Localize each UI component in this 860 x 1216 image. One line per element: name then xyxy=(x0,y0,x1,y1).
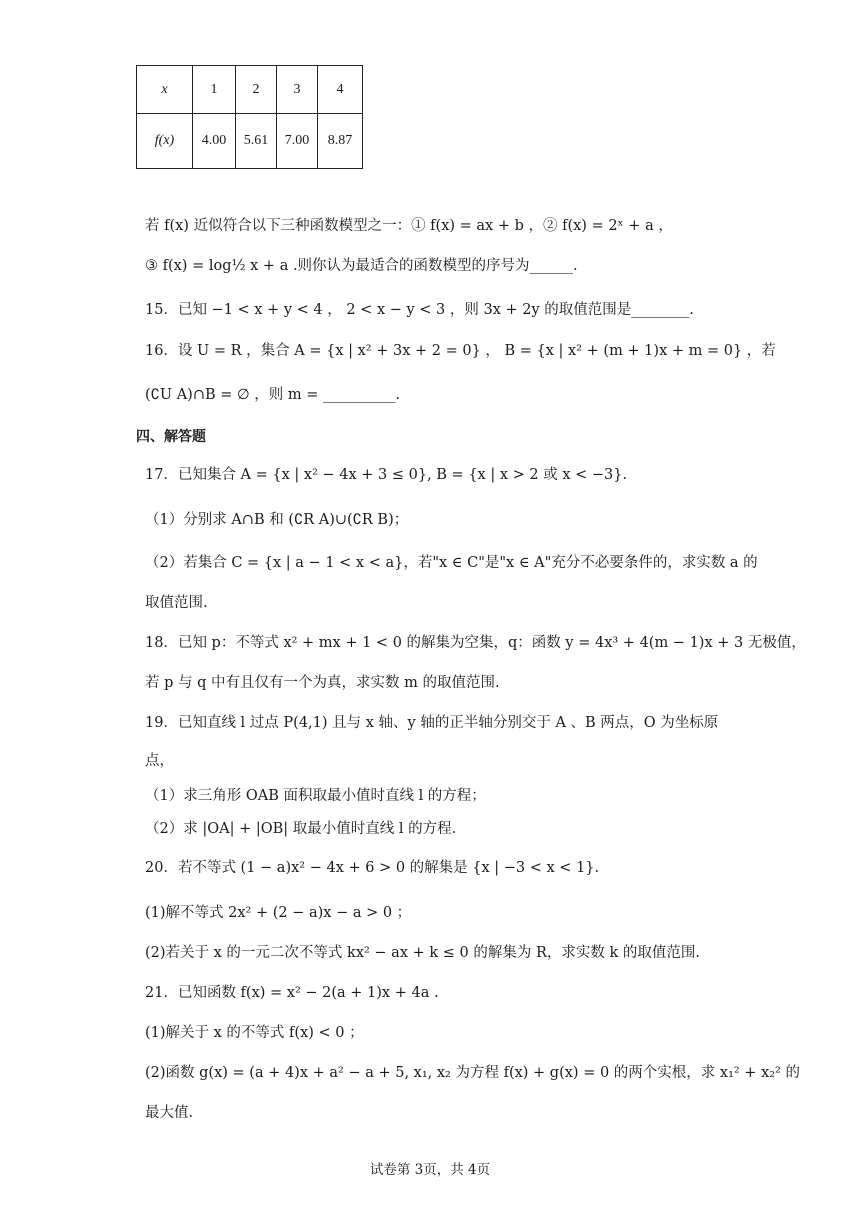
table-cell: x xyxy=(137,66,193,114)
table-row xyxy=(137,114,363,169)
table-cell: 3 xyxy=(277,66,318,114)
question-17-part-2: （2）若集合 C = {x | a − 1 < x < a}，若"x ∈ C"是"x ∈ A"充分不必要条件的，求实数 a 的 xyxy=(145,555,758,571)
model-choices-line: 若 f(x) 近似符合以下三种函数模型之一：① f(x) = ax + b ，② f(x) = 2ˣ + a ， xyxy=(145,218,673,234)
question-19: 19．已知直线 l 过点 P(4,1) 且与 x 轴、y 轴的正半轴分别交于 A 、B 两点，O 为坐标原 xyxy=(145,715,719,731)
table-row xyxy=(137,66,363,114)
table-cell: 7.00 xyxy=(277,114,318,169)
question-15: 15．已知 −1 < x + y < 4 ， 2 < x − y < 3 ，则 3x + 2y 的取值范围是________. xyxy=(145,302,694,318)
table-cell: 1 xyxy=(193,66,236,114)
section-title: 四、解答题 xyxy=(136,429,206,445)
table-cell: 8.87 xyxy=(318,114,363,169)
question-16: 16．设 U = R ，集合 A = {x | x² + 3x + 2 = 0} ， B = {x | x² + (m + 1)x + m = 0} ，若 xyxy=(145,343,776,359)
table-cell: 4.00 xyxy=(193,114,236,169)
value-table xyxy=(136,65,363,169)
question-19-part-1: （1）求三角形 OAB 面积取最小值时直线 l 的方程； xyxy=(145,788,486,804)
question-19-part-2: （2）求 |OA| + |OB| 取最小值时直线 l 的方程. xyxy=(145,821,457,837)
question-18: 18．已知 p：不等式 x² + mx + 1 < 0 的解集为空集，q：函数 y = 4x³ + 4(m − 1)x + 3 无极值， xyxy=(145,635,806,651)
question-16-cont: (∁U A)∩B = ∅ ，则 m = __________. xyxy=(145,387,401,403)
table-cell: 4 xyxy=(318,66,363,114)
page-footer: 试卷第 3页，共 4页 xyxy=(369,1162,491,1178)
question-21: 21．已知函数 f(x) = x² − 2(a + 1)x + 4a . xyxy=(145,985,439,1001)
model-choices-line: ③ f(x) = log½ x + a .则你认为最适合的函数模型的序号为______. xyxy=(145,258,578,274)
question-17-part-2-cont: 取值范围. xyxy=(145,595,208,611)
question-21-part-2: (2)函数 g(x) = (a + 4)x + a² − a + 5, x₁, x₂ 为方程 f(x) + g(x) = 0 的两个实根，求 x₁² + x₂² 的 xyxy=(145,1065,800,1081)
question-21-part-1: (1)解关于 x 的不等式 f(x) < 0 ； xyxy=(145,1025,364,1041)
table-cell: 5.61 xyxy=(236,114,277,169)
question-20-part-1: (1)解不等式 2x² + (2 − a)x − a > 0 ； xyxy=(145,905,412,921)
question-20-part-2: (2)若关于 x 的一元二次不等式 kx² − ax + k ≤ 0 的解集为 R，求实数 k 的取值范围. xyxy=(145,945,701,961)
question-19-cont: 点， xyxy=(145,753,174,769)
question-20: 20．若不等式 (1 − a)x² − 4x + 6 > 0 的解集是 {x | −3 < x < 1}. xyxy=(145,860,600,876)
table-cell: 2 xyxy=(236,66,277,114)
question-17-part-1: （1）分别求 A∩B 和 (∁R A)∪(∁R B)； xyxy=(145,512,409,528)
question-18-cont: 若 p 与 q 中有且仅有一个为真，求实数 m 的取值范围. xyxy=(145,675,500,691)
table-cell: f(x) xyxy=(137,114,193,169)
question-21-part-2-cont: 最大值. xyxy=(145,1105,194,1121)
question-17: 17．已知集合 A = {x | x² − 4x + 3 ≤ 0}, B = {x | x > 2 或 x < −3}. xyxy=(145,467,628,483)
